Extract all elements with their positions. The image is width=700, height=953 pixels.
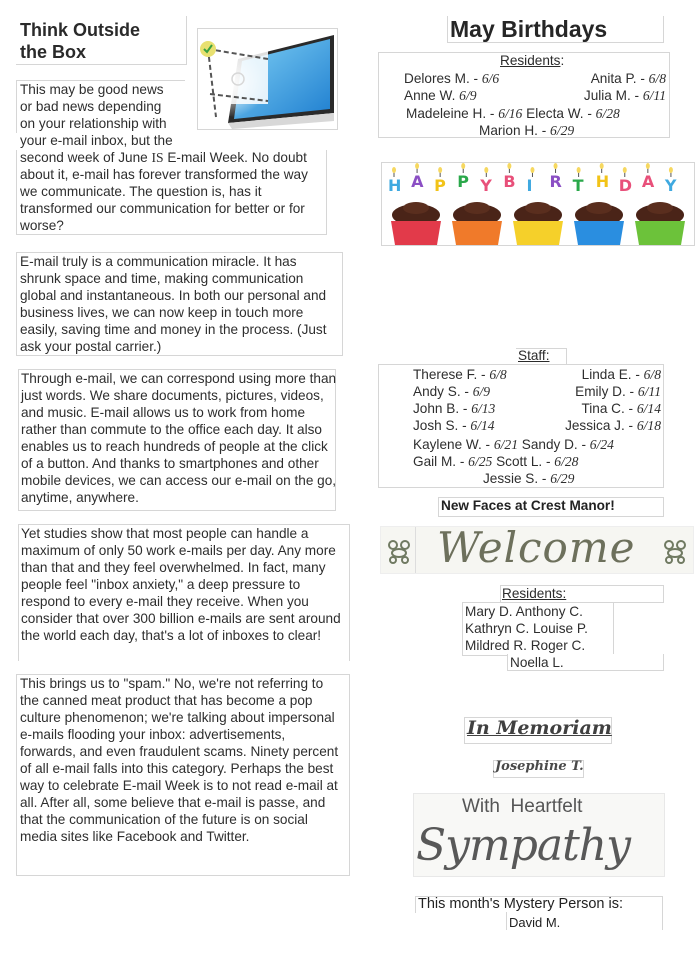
birthday-entry [565,366,661,383]
birthday-entry [404,70,499,87]
birthday-date: 6/9 [472,384,491,399]
article-title [20,19,140,63]
birthday-entry [413,436,614,453]
birthday-date: 6/28 [595,106,620,121]
person-name: Andy S. - [413,384,473,399]
article-paragraph: Through e-mail, we can correspond using more than just words. We share documents, pictures, videos, and music. E-mail allows us to work from home rather than commute to the office each day. It also enables us to reach hundreds of people at the click of a button. And thanks to smartphones and other mobile devices, we can access our e-mail on the go, anytime, anywhere. [21,371,337,505]
new-residents-label: Residents: [502,586,567,601]
intro-line: or bad news depending [20,99,162,114]
birthday-date: 6/16 [498,106,523,121]
candle-flame [530,167,534,173]
cupcake-frosting-top [403,202,429,214]
cupcake-liner [391,221,441,245]
cupcake-frosting-top [525,202,551,214]
banner-letter: P [457,172,469,191]
ornament-left-icon [385,535,413,565]
candle-flame [577,167,581,173]
resident-birthday-grid [404,70,666,104]
cupcake-frosting-top [647,202,673,214]
birthday-entry [404,87,499,104]
banner-letter: I [526,176,533,195]
ornament-divider [415,527,416,573]
birthday-date: 6/11 [642,88,666,103]
birthday-entry [413,400,507,417]
mystery-name: David M. [509,915,561,930]
intro-paragraph [20,81,326,234]
article-paragraph: E-mail truly is a communication miracle. It has shrunk space and time, making communication global and instantaneous. In both our personal and business lives, we can now keep in touch more easily, saving time and money in the process. (Just ask your postal carrier.) [20,254,327,354]
birthday-date: 6/9 [459,88,477,103]
birthday-entry [406,105,620,122]
birthday-entry [413,366,507,383]
person-name: Sandy D. - [518,437,590,452]
new-resident-row: Mary D. Anthony C. [465,604,583,619]
banner-letter: R [549,172,562,191]
staff-label: Staff: [518,348,550,363]
cupcake-liner [574,221,624,245]
birthday-entry [413,417,507,434]
article-title-line2: the Box [20,42,87,62]
birthday-entry [565,383,661,400]
intro-emphasis: IS [151,150,164,165]
birthday-date: 6/8 [489,367,507,382]
banner-letter: P [434,176,446,195]
intro-line: on your relationship with [20,116,167,131]
welcome-text: Welcome [437,526,636,572]
residents-label [500,53,564,68]
happy-birthday-banner [381,162,695,246]
candle-flame [669,167,673,173]
birthday-date: 6/13 [471,401,496,416]
cupcakes-icon [382,163,694,245]
sympathy-main-text: Sympathy [416,820,630,871]
birthday-date: 6/11 [637,384,661,399]
birthday-entry [413,453,578,470]
person-name: Josh S. - [413,418,471,433]
birthday-entry [584,87,666,104]
welcome-banner [380,526,694,574]
birthday-date: 6/28 [554,454,579,469]
banner-letter: H [388,176,402,195]
candle-flame [484,167,488,173]
article-paragraph: Yet studies show that most people can handle a maximum of only 50 work e-mails per day. Any more than that and they feel overwhelmed. In fact, many people feel "inbox anxiety," a deep pressure to respond to every e-mail they receive. When you consider that over 300 billion e-mails are sent around the world each day, that's a lot of inboxes to clear! [21,526,341,643]
cupcake-frosting-top [586,202,612,214]
person-name: Kaylene W. - [413,437,494,452]
candle-flame [415,163,419,169]
birthday-entry [413,383,507,400]
birthday-entry [565,417,661,434]
candle-flame [646,163,650,169]
article-title-line1: Think Outside [20,20,141,40]
banner-letter: T [572,176,584,195]
cupcake-frosting-top [464,202,490,214]
cupcake-liner [513,221,563,245]
banner-letter: Y [480,176,492,195]
birthday-date: 6/21 [493,437,519,452]
birthday-date: 6/24 [589,437,614,452]
person-name: Madeleine H. - [406,106,499,121]
banner-letter: Y [664,176,677,195]
person-name: Anne W. [404,88,460,103]
banner-letter: A [411,172,424,191]
memoriam-name: Josephine T. [495,759,584,774]
person-name: Electa W. - [522,106,596,121]
birthday-date: 6/14 [470,418,495,433]
banner-letter: A [641,172,655,191]
person-name: Delores M. - [404,71,482,86]
person-name: Gail M. - [413,454,469,469]
person-name: Marion H. - [479,123,551,138]
birthday-date: 6/25 [468,454,493,469]
mystery-label: This month's Mystery Person is: [418,896,624,912]
candle-flame [438,167,442,173]
new-resident-row: Mildred R. Roger C. [465,638,586,653]
candle-flame [461,163,465,169]
person-name: Therese F. - [413,367,490,382]
birthday-entry [584,70,666,87]
new-faces-title: New Faces at Crest Manor! [441,498,615,513]
cupcake-liner [635,221,685,245]
person-name: Tina C. - [581,401,637,416]
residents-label-colon: : [560,53,565,68]
birthday-date: 6/18 [636,418,661,433]
birthday-entry [483,470,574,487]
cupcake-liner [452,221,502,245]
ornament-right-icon [661,535,689,565]
candle-flame [554,163,558,169]
birthday-date: 6/6 [481,71,500,86]
banner-letter: D [618,176,633,195]
birthday-date: 6/29 [550,471,575,486]
intro-line: your e-mail inbox, but the [20,133,173,148]
memoriam-title: In Memoriam [467,717,612,739]
birthday-date: 6/8 [643,367,661,382]
birthday-date: 6/29 [550,123,575,138]
person-name: Anita P. - [590,71,649,86]
person-name: Emily D. - [575,384,638,399]
intro-continuation [20,149,326,234]
birthdays-title: May Birthdays [450,16,608,42]
birthday-date: 6/8 [648,71,666,86]
person-name: John B. - [413,401,472,416]
intro-text-after: E-mail Week. No doubt about it, e-mail has forever transformed the way we communicate. The question is, has it transformed our communication for better or for worse? [20,150,308,233]
candle-flame [507,163,511,169]
person-name: Jessica J. - [565,418,637,433]
residents-label-text: Residents [500,53,561,68]
sympathy-image [413,793,665,877]
new-resident-row: Noella L. [510,655,564,670]
birthday-entry [565,400,661,417]
banner-letter: H [595,172,610,191]
new-resident-row: Kathryn C. Louise P. [465,621,588,636]
birthday-date: 6/14 [636,401,661,416]
candle-flame [392,167,396,173]
person-name: Julia M. - [583,88,643,103]
birthday-entry [479,122,574,139]
candle-flame [600,163,604,169]
person-name: Scott L. - [492,454,555,469]
person-name: Linda E. - [581,367,644,382]
intro-line: This may be good news [20,82,164,97]
person-name: Jessie S. - [483,471,551,486]
banner-letter: B [503,172,516,191]
candle-flame [623,167,627,173]
staff-birthday-grid [413,366,661,434]
intro-text-before: second week of June [20,150,152,165]
article-paragraph: This brings us to "spam." No, we're not referring to the canned meat product that has become a pop culture phenomenon; we're talking about impersonal e-mails flooding your inbox: advertisements, forwards, and even fraudulent scams. Ninety percent of all e-mail falls into this category. Perhaps the best way to celebrate E-mail Week is to not read e-mail at all. After all, some believe that e-mail is passe, and that the communication of the future is on social media sites like Facebook and Twitter. [20,676,339,844]
sympathy-top-text: With Heartfelt [462,796,583,817]
